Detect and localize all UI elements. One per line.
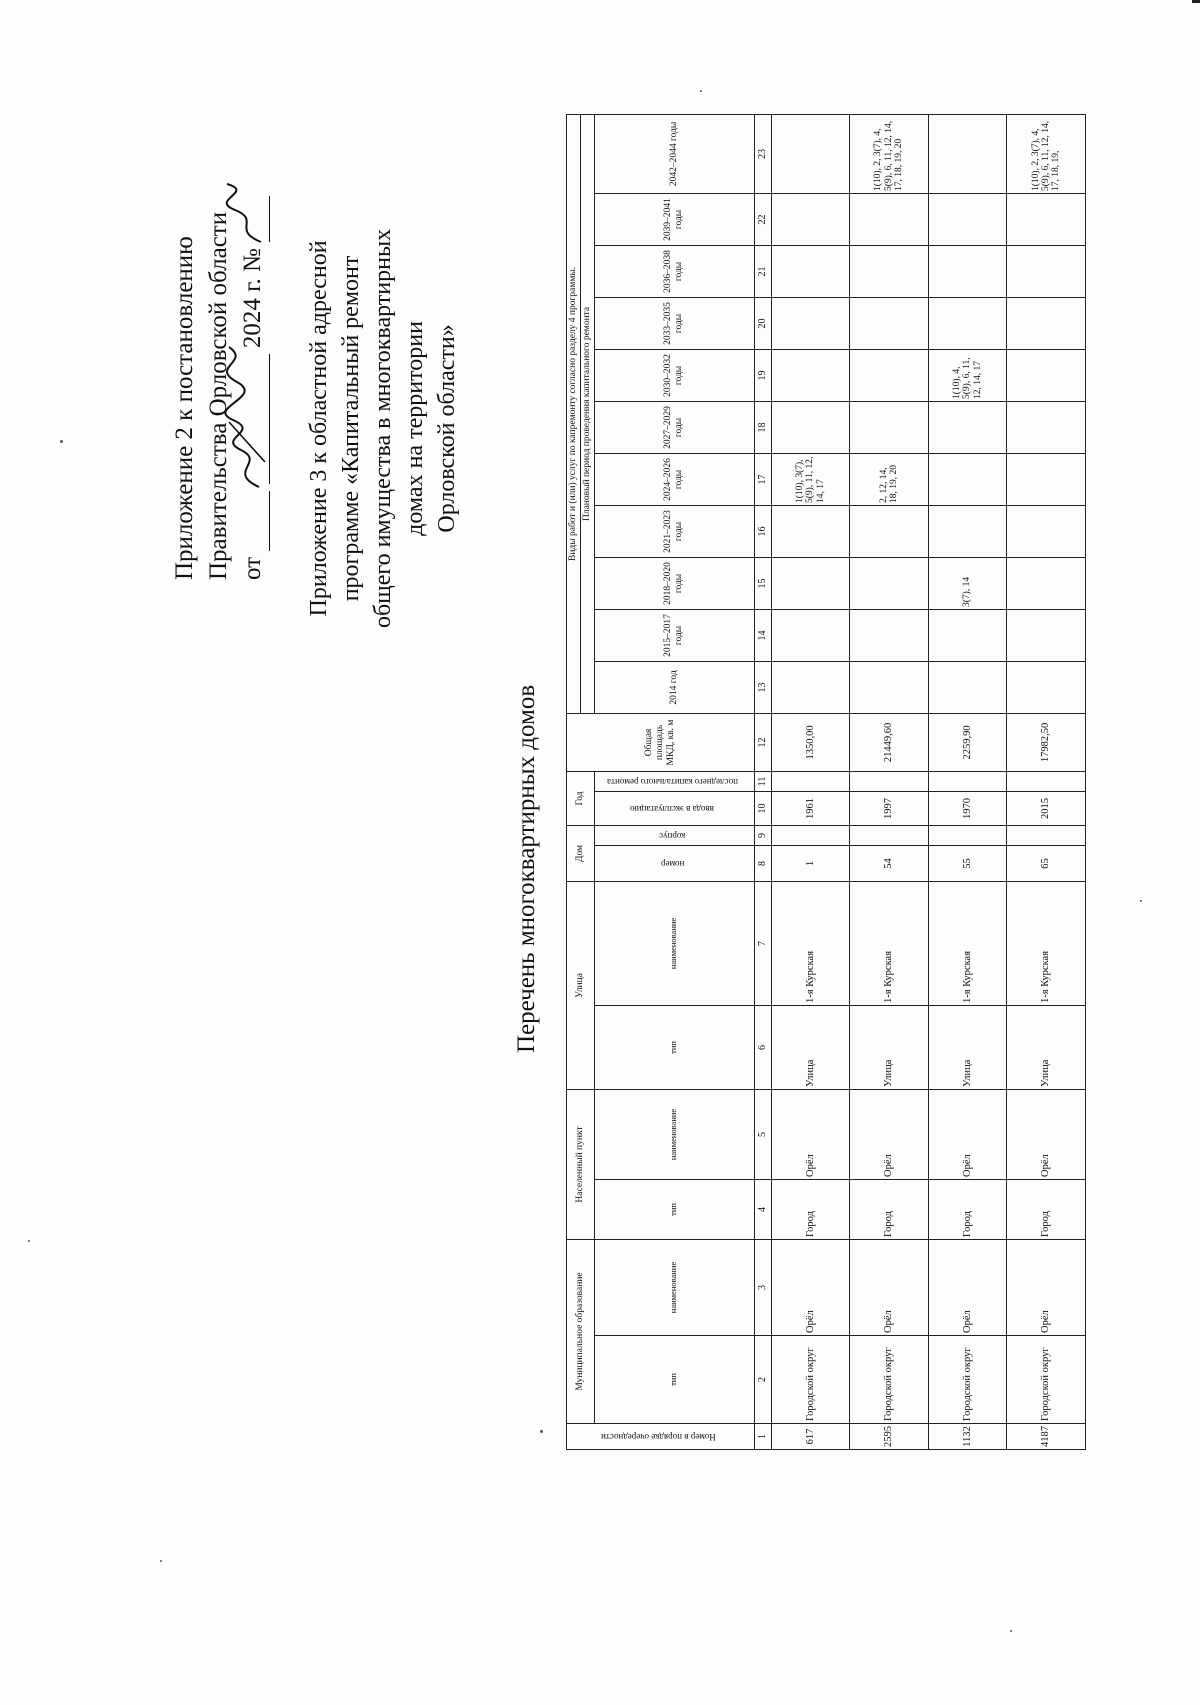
appendix-line-2: Правительства Орловской области — [205, 211, 232, 580]
row-p2027 — [771, 401, 850, 453]
row-house-number: 55 — [928, 845, 1007, 881]
header-st-name: наименование — [594, 881, 754, 1005]
row-st-name: 1-я Курская — [850, 881, 929, 1005]
row-mo-type: Городской округ — [771, 1336, 850, 1424]
header-settlement: Населенный пункт — [567, 1089, 595, 1239]
col-num: 2 — [754, 1336, 771, 1424]
col-num: 11 — [754, 771, 771, 791]
row-house-number: 54 — [850, 845, 929, 881]
row-mo-type: Городской округ — [850, 1336, 929, 1424]
col-num: 1 — [754, 1424, 771, 1450]
header-period-2030: 2030–2032 годы — [594, 349, 754, 401]
col-num: 9 — [754, 825, 771, 845]
row-p2014 — [928, 661, 1007, 713]
col-num: 16 — [754, 505, 771, 557]
row-np-type: Город — [850, 1179, 929, 1239]
header-municipality: Муниципальное образование — [567, 1239, 595, 1423]
col-num: 15 — [754, 557, 771, 609]
header-area: Общая площадь МКД, кв. м — [567, 713, 755, 771]
row-p2015 — [850, 609, 929, 661]
row-p2036 — [850, 245, 929, 297]
row-area: 17982,50 — [1007, 713, 1086, 771]
header-house-number-text: номер — [660, 858, 685, 869]
row-p2030: 1(10), 4, 5(9), 6, 11, 12, 14, 17 — [928, 349, 1007, 401]
row-year-in: 2015 — [1007, 791, 1086, 825]
row-p2042: 1(10), 2, 3(7), 4, 5(9), 6, 11, 12, 14, 17, 18, 19, 20 — [850, 114, 929, 193]
header-year-repair-text: последнего капитального ремонта — [606, 776, 738, 787]
row-building — [1007, 825, 1086, 845]
row-np-name: Орёл — [771, 1089, 850, 1179]
row-p2024 — [928, 453, 1007, 505]
scan-speck — [540, 1430, 543, 1433]
program-line-4: домах на территории — [402, 321, 428, 536]
col-num: 3 — [754, 1239, 771, 1335]
row-year-in: 1961 — [771, 791, 850, 825]
row-np-type: Город — [928, 1179, 1007, 1239]
col-num: 23 — [754, 114, 771, 193]
date-day-field — [243, 491, 270, 551]
row-p2015 — [1007, 609, 1086, 661]
row-mo-name: Орёл — [850, 1239, 929, 1335]
program-header — [303, 229, 463, 628]
header-period-2042: 2042–2044 годы — [594, 114, 754, 193]
header-house-number — [594, 845, 754, 881]
row-p2018 — [850, 557, 929, 609]
program-line-3: общего имущества в многоквартирных — [370, 228, 396, 628]
program-line-5: Орловской области» — [434, 324, 460, 533]
row-p2036 — [928, 245, 1007, 297]
row-order-no: 2595 — [850, 1424, 929, 1450]
col-num: 14 — [754, 609, 771, 661]
header-np-type: тип — [594, 1179, 754, 1239]
row-area: 1350,00 — [771, 713, 850, 771]
header-street: Улица — [567, 881, 595, 1089]
row-np-type: Город — [771, 1179, 850, 1239]
row-p2018 — [771, 557, 850, 609]
column-number-row — [754, 114, 771, 1449]
col-num: 18 — [754, 401, 771, 453]
houses-table — [566, 114, 1086, 1450]
row-p2039 — [1007, 193, 1086, 245]
scan-speck — [28, 1240, 30, 1242]
row-p2042 — [771, 114, 850, 193]
header-st-type: тип — [594, 1005, 754, 1089]
row-st-name: 1-я Курская — [928, 881, 1007, 1005]
col-num: 6 — [754, 1005, 771, 1089]
houses-table-wrapper — [566, 115, 1086, 1450]
row-mo-name: Орёл — [928, 1239, 1007, 1335]
handwritten-date-signature — [221, 342, 271, 492]
row-mo-name: Орёл — [1007, 1239, 1086, 1335]
date-prefix: от — [239, 556, 266, 580]
row-p2042 — [928, 114, 1007, 193]
header-mo-type: тип — [594, 1336, 754, 1424]
row-house-number: 65 — [1007, 845, 1086, 881]
table-row — [850, 114, 929, 1449]
header-period-2021: 2021–2023 годы — [594, 505, 754, 557]
row-p2024 — [1007, 453, 1086, 505]
col-num: 17 — [754, 453, 771, 505]
row-p2036 — [771, 245, 850, 297]
col-num: 12 — [754, 713, 771, 771]
col-num: 4 — [754, 1179, 771, 1239]
row-p2033 — [771, 297, 850, 349]
row-p2018 — [1007, 557, 1086, 609]
row-st-type: Улица — [850, 1005, 929, 1089]
row-year-repair — [1007, 771, 1086, 791]
header-period-2027: 2027–2029 годы — [594, 401, 754, 453]
row-year-repair — [771, 771, 850, 791]
edge-mark — [1192, 0, 1200, 3]
header-year-commission-text: ввода в эксплуатацию — [630, 803, 715, 814]
header-order-no — [567, 1424, 755, 1450]
row-st-type: Улица — [771, 1005, 850, 1089]
col-num: 21 — [754, 245, 771, 297]
row-st-type: Улица — [928, 1005, 1007, 1089]
appendix-line-1: Приложение 2 к постановлению — [171, 236, 198, 580]
row-p2039 — [850, 193, 929, 245]
row-p2027 — [928, 401, 1007, 453]
header-order-no-text: Номер в порядке очередности — [601, 1431, 716, 1442]
header-works: Виды работ и (или) услуг по капремонту согласно разделу 4 программы. — [567, 114, 581, 713]
row-order-no: 4187 — [1007, 1424, 1086, 1450]
row-p2018: 3(7), 14 — [928, 557, 1007, 609]
row-year-in: 1970 — [928, 791, 1007, 825]
row-year-repair — [850, 771, 929, 791]
row-p2030 — [771, 349, 850, 401]
scan-speck — [1010, 1630, 1012, 1632]
date-year: 2024 г. № — [239, 248, 266, 349]
row-p2021 — [928, 505, 1007, 557]
row-np-name: Орёл — [1007, 1089, 1086, 1179]
header-period-2014: 2014 год — [594, 661, 754, 713]
row-mo-type: Городской округ — [928, 1336, 1007, 1424]
row-np-name: Орёл — [928, 1089, 1007, 1179]
row-mo-name: Орёл — [771, 1239, 850, 1335]
row-p2042: 1(10), 2, 3(7), 4, 5(9), 6, 11, 12, 14, 17, 18, 19, — [1007, 114, 1086, 193]
row-p2024: 1(10), 3(7), 5(9), 11, 12, 14, 17 — [771, 453, 850, 505]
row-p2015 — [928, 609, 1007, 661]
row-order-no: 1132 — [928, 1424, 1007, 1450]
date-month-field — [243, 354, 270, 484]
row-st-type: Улица — [1007, 1005, 1086, 1089]
row-p2033 — [850, 297, 929, 349]
header-period-2015: 2015–2017 годы — [594, 609, 754, 661]
col-num: 13 — [754, 661, 771, 713]
row-area: 2259,90 — [928, 713, 1007, 771]
row-p2015 — [771, 609, 850, 661]
row-p2030 — [1007, 349, 1086, 401]
row-house-number: 1 — [771, 845, 850, 881]
row-p2033 — [928, 297, 1007, 349]
scan-speck — [160, 1560, 162, 1562]
header-mo-name: наименование — [594, 1239, 754, 1335]
row-p2021 — [850, 505, 929, 557]
header-period-2036: 2036–2038 годы — [594, 245, 754, 297]
scan-speck — [60, 440, 63, 443]
handwritten-number — [221, 180, 271, 250]
header-np-name: наименование — [594, 1089, 754, 1179]
row-p2027 — [850, 401, 929, 453]
header-period-2039: 2039–2041 годы — [594, 193, 754, 245]
row-p2027 — [1007, 401, 1086, 453]
scan-speck — [700, 90, 702, 92]
row-building — [928, 825, 1007, 845]
row-p2014 — [1007, 661, 1086, 713]
col-num: 5 — [754, 1089, 771, 1179]
header-period: Плановый период проведения капитального ремонта — [580, 114, 594, 713]
header-year-repair — [594, 771, 754, 791]
header-year: Год — [567, 771, 595, 825]
row-p2036 — [1007, 245, 1086, 297]
program-line-2: программе «Капитальный ремонт — [338, 255, 364, 602]
document-title: Перечень многоквартирных домов — [513, 684, 540, 1053]
col-num: 19 — [754, 349, 771, 401]
col-num: 10 — [754, 791, 771, 825]
row-order-no: 617 — [771, 1424, 850, 1450]
col-num: 22 — [754, 193, 771, 245]
row-p2014 — [771, 661, 850, 713]
row-year-in: 1997 — [850, 791, 929, 825]
col-num: 8 — [754, 845, 771, 881]
document-number-field — [243, 196, 270, 242]
row-mo-type: Городской округ — [1007, 1336, 1086, 1424]
header-year-commission — [594, 791, 754, 825]
header-period-2018: 2018–2020 годы — [594, 557, 754, 609]
row-area: 21449,60 — [850, 713, 929, 771]
row-p2024: 2, 12, 14, 18, 19, 20 — [850, 453, 929, 505]
row-st-name: 1-я Курская — [1007, 881, 1086, 1005]
row-np-name: Орёл — [850, 1089, 929, 1179]
row-year-repair — [928, 771, 1007, 791]
row-p2021 — [771, 505, 850, 557]
row-p2030 — [850, 349, 929, 401]
header-house-building — [594, 825, 754, 845]
row-p2021 — [1007, 505, 1086, 557]
table-row — [928, 114, 1007, 1449]
row-p2033 — [1007, 297, 1086, 349]
program-line-1: Приложение 3 к областной адресной — [306, 240, 332, 617]
scan-speck — [1140, 900, 1142, 902]
table-row — [771, 114, 850, 1449]
col-num: 7 — [754, 881, 771, 1005]
row-p2039 — [928, 193, 1007, 245]
appendix-date-line — [236, 196, 270, 580]
appendix-header — [168, 196, 270, 580]
row-st-name: 1-я Курская — [771, 881, 850, 1005]
header-house: Дом — [567, 825, 595, 881]
header-period-2033: 2033–2035 годы — [594, 297, 754, 349]
table-row — [1007, 114, 1086, 1449]
row-p2014 — [850, 661, 929, 713]
row-p2039 — [771, 193, 850, 245]
row-np-type: Город — [1007, 1179, 1086, 1239]
header-period-2024: 2024–2026 годы — [594, 453, 754, 505]
col-num: 20 — [754, 297, 771, 349]
row-building — [850, 825, 929, 845]
row-building — [771, 825, 850, 845]
header-house-building-text: корпус — [659, 830, 686, 841]
